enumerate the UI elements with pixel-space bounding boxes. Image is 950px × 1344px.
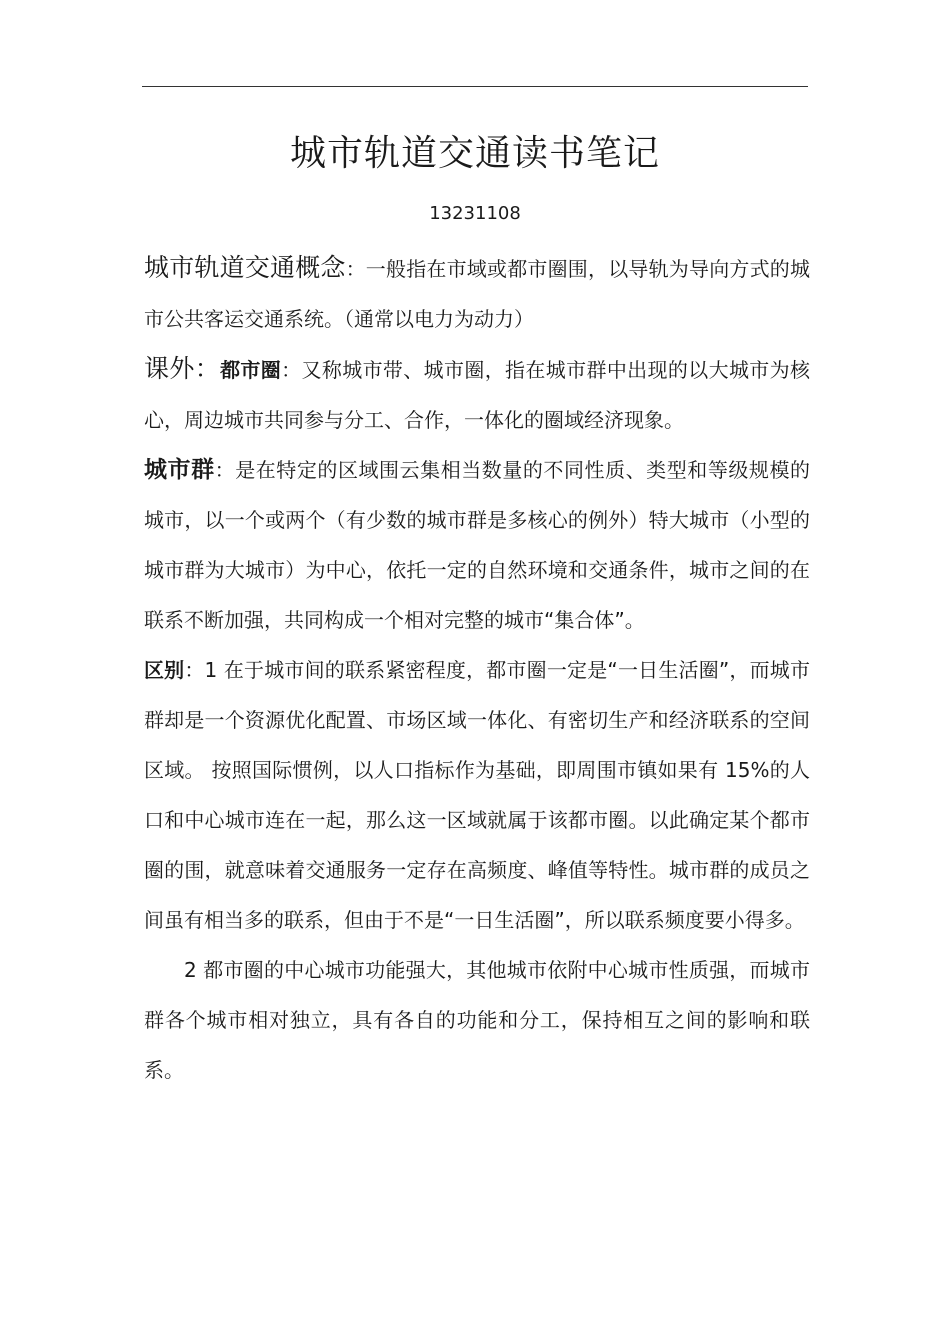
paragraph-difference-point-2 — [144, 945, 810, 1095]
term-difference: 区别 — [144, 658, 185, 682]
paragraph-difference — [144, 645, 810, 945]
concept-definition: ：一般指在市域或都市圈围，以导轨为导向方式的城市公共客运交通系统。（通常以电力为动力） — [144, 257, 810, 331]
paragraph-metropolitan-area — [144, 344, 810, 445]
term-urban-agglomeration: 城市群 — [144, 457, 215, 483]
metropolitan-area-definition: ：又称城市带、城市圈，指在城市群中出现的以大城市为核心，周边城市共同参与分工、合作，一体化的圈域经济现象。 — [144, 358, 811, 432]
extracurricular-prefix: 课外： — [144, 354, 221, 383]
paragraph-concept — [144, 243, 810, 344]
difference-point-1: ：1 在于城市间的联系紧密程度，都市圈一定是“一日生活圈”，而城市群却是一个资源优化配置、市场区域一体化、有密切生产和经济联系的空间区域。 按照国际惯例，以人口指标作为基础，即周围市镇如果有 15%的人口和中心城市连在一起，那么这一区域就属于该都市圈。以此确定某个都市圈的围，就意味着交通服务一定存在高频度、峰值等特性。城市群的成员之间虽有相当多的联系，但由于不是“一日生活圈”，所以联系频度要小得多。 — [144, 658, 810, 932]
paragraph-urban-agglomeration — [144, 445, 810, 645]
header-rule — [142, 86, 808, 87]
document-title: 城市轨道交通读书笔记 — [289, 133, 660, 174]
difference-point-2: 2 都市圈的中心城市功能强大，其他城市依附中心城市性质强，而城市群各个城市相对独立，具有各自的功能和分工，保持相互之间的影响和联系。 — [144, 958, 810, 1082]
term-metropolitan-area: 都市圈 — [220, 358, 282, 382]
term-urban-rail-concept: 城市轨道交通概念 — [144, 253, 346, 282]
document-id-number: 13231108 — [429, 203, 521, 224]
document-body — [144, 243, 810, 1095]
urban-agglomeration-definition: ：是在特定的区域围云集相当数量的不同性质、类型和等级规模的城市，以一个或两个（有少数的城市群是多核心的例外）特大城市（小型的城市群为大城市）为中心，依托一定的自然环境和交通条件，城市之间的在联系不断加强，共同构成一个相对完整的城市“集合体”。 — [144, 458, 811, 632]
